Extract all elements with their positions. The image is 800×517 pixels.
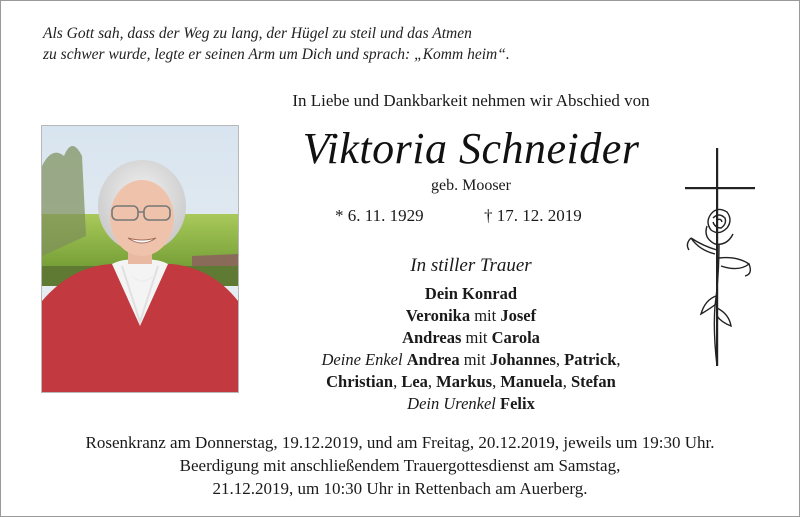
portrait-photo (41, 125, 239, 393)
separator: , (555, 350, 561, 369)
separator: , (562, 372, 567, 391)
service-line-2: Beerdigung mit anschließendem Trauergottesdienst am Samstag, (179, 456, 621, 475)
deceased-name: Viktoria Schneider (302, 124, 640, 173)
mourner-line (241, 283, 701, 305)
mourner-name: Johannes (489, 350, 556, 369)
mourner-name: Manuela (500, 372, 563, 391)
death-date: † 17. 12. 2019 (484, 206, 582, 225)
mourner-name: Josef (500, 306, 537, 325)
separator: , (616, 350, 621, 369)
mourners-list (241, 283, 701, 415)
connector-text: mit (465, 328, 488, 347)
mourner-name: Patrick (564, 350, 617, 369)
connector-text: mit (463, 350, 486, 369)
mourner-name: Stefan (570, 372, 616, 391)
mourner-line (241, 305, 701, 327)
quote-line-2: zu schwer wurde, legte er seinen Arm um Dich und sprach: „Komm heim“. (43, 46, 510, 63)
service-line-1: Rosenkranz am Donnerstag, 19.12.2019, und am Freitag, 20.12.2019, jeweils um 19:30 Uhr. (85, 433, 715, 452)
separator: , (393, 372, 398, 391)
mourner-name: Carola (491, 328, 540, 347)
mourner-name: Markus (436, 372, 493, 391)
birth-date: * 6. 11. 1929 (335, 206, 424, 225)
service-line-3: 21.12.2019, um 10:30 Uhr in Rettenbach am Auerberg. (212, 479, 588, 498)
service-info (1, 431, 799, 500)
mourner-name: Veronika (405, 306, 471, 325)
relation-label: Dein Urenkel (407, 394, 496, 413)
maiden-name: geb. Mooser (431, 177, 511, 194)
mourner-name: Dein Konrad (424, 284, 518, 303)
mourner-name: Lea (401, 372, 428, 391)
separator: , (492, 372, 497, 391)
quote-line-1: Als Gott sah, dass der Weg zu lang, der Hügel zu steil und das Atmen (43, 25, 472, 42)
mourning-heading: In stiller Trauer (410, 255, 532, 276)
mourner-line (241, 349, 701, 371)
intro-text: In Liebe und Dankbarkeit nehmen wir Abschied von (292, 91, 650, 110)
mourner-name: Andrea (406, 350, 460, 369)
mourner-line (241, 393, 701, 415)
mourner-name: Andreas (402, 328, 462, 347)
separator: , (427, 372, 433, 391)
mourner-line (241, 371, 701, 393)
mourner-line (241, 327, 701, 349)
connector-text: mit (474, 306, 497, 325)
mourner-name: Christian (326, 372, 394, 391)
mourner-name: Felix (500, 394, 535, 413)
relation-label: Deine Enkel (321, 350, 403, 369)
opening-quote (43, 23, 663, 65)
life-dates (241, 206, 701, 230)
